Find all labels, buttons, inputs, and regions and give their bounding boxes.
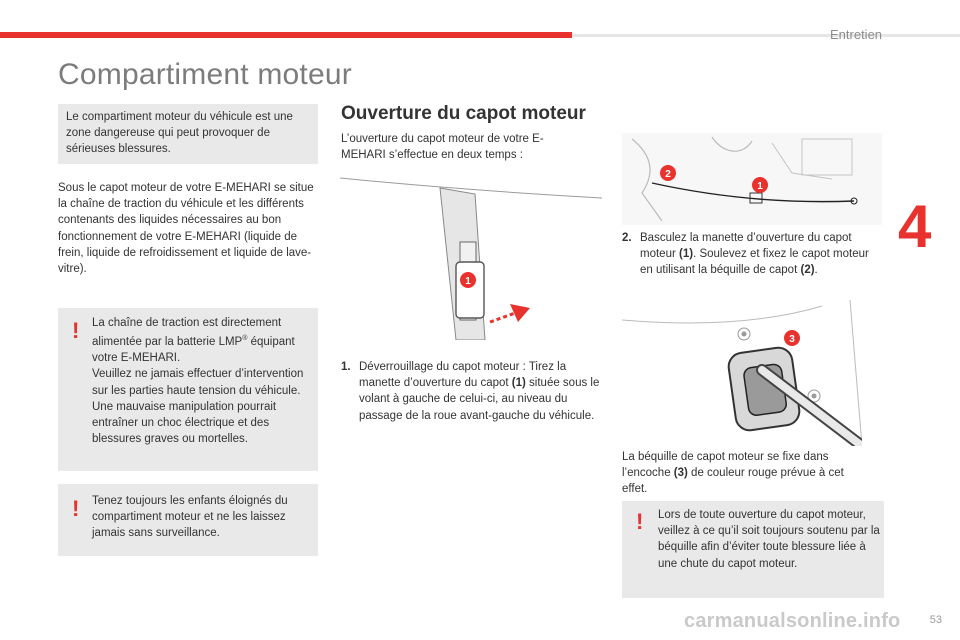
step-2-text: Basculez la manette d’ouverture du capot moteur (1). Soulevez et fixez le capot moteur en utilisant la béquille de capot (2). bbox=[640, 232, 869, 277]
intro-box bbox=[58, 104, 318, 164]
callout-2-label: 2 bbox=[665, 169, 671, 180]
step-1: 1. Déverrouillage du capot moteur : Tirez la manette d’ouverture du capot (1) située sous le volant à gauche de celui-ci, au niveau du passage de la roue avant-gauche du véhicule. bbox=[341, 359, 601, 424]
header-accent-bar bbox=[0, 32, 572, 38]
left-body-text: Sous le capot moteur de votre E-MEHARI se situe la chaîne de traction du véhicule et les différents contenants des liquides nécessaires au bon fonctionnement de votre E-MEHARI (liquide de frein, liquide de refroidissement et liquide de lave-vitre). bbox=[58, 182, 314, 276]
warning-box-high-voltage bbox=[58, 308, 318, 471]
warning-icon: ! bbox=[636, 509, 644, 534]
warning-icon: ! bbox=[72, 318, 80, 343]
intro-box-text: Le compartiment moteur du véhicule est une zone dangereuse qui peut provoquer de sérieuses blessures. bbox=[66, 111, 293, 156]
warning-icon: ! bbox=[72, 496, 80, 521]
watermark: carmanualsonline.info bbox=[684, 610, 901, 632]
warning-text: Tenez toujours les enfants éloignés du compartiment moteur et ne les laissez jamais sans surveillance. bbox=[92, 495, 288, 540]
chapter-number: 4 bbox=[898, 193, 932, 260]
warning-box-hood-support bbox=[622, 501, 884, 598]
callout-1-label: 1 bbox=[465, 276, 471, 287]
section-heading: Ouverture du capot moteur bbox=[341, 103, 586, 124]
figure-release-handle bbox=[340, 172, 602, 340]
callout-3-label: 3 bbox=[789, 334, 795, 345]
page-number: 53 bbox=[929, 614, 942, 626]
figure-prop-rod-notch bbox=[622, 300, 862, 446]
prop-rod-paragraph: La béquille de capot moteur se fixe dans l’encoche (3) de couleur rouge prévue à cet effet. bbox=[622, 451, 844, 496]
step-1-text: Déverrouillage du capot moteur : Tirez la manette d’ouverture du capot (1) située sous le volant à gauche de celui-ci, au niveau du passage de la roue avant-gauche du véhicule. bbox=[359, 361, 600, 422]
section-label: Entretien bbox=[830, 27, 883, 42]
warning-text: Lors de toute ouverture du capot moteur, veillez à ce qu’il soit toujours soutenu par la béquille afin d’éviter toute blessure liée à une chute du capot moteur. bbox=[658, 509, 880, 570]
header-rule bbox=[572, 34, 960, 37]
warning-text: La chaîne de traction est directement alimentée par la batterie LMP® équipant votre E-MEHARI. Veuillez ne jamais effectuer d’intervention sur les parties haute tension du véhicule. Une mauvaise manipulation pourrait entraîner un choc électrique et des blessures graves ou mortelles. bbox=[92, 317, 304, 446]
warning-box-children bbox=[58, 484, 318, 556]
page-title: Compartiment moteur bbox=[58, 58, 352, 91]
callout-1-label: 1 bbox=[757, 181, 763, 192]
step-2: 2. Basculez la manette d’ouverture du capot moteur (1). Soulevez et fixez le capot moteur en utilisant la béquille de capot (2). bbox=[622, 230, 884, 279]
figure-engine-bay-cable bbox=[622, 133, 882, 225]
middle-intro: L’ouverture du capot moteur de votre E-MEHARI s’effectue en deux temps : bbox=[341, 133, 544, 162]
